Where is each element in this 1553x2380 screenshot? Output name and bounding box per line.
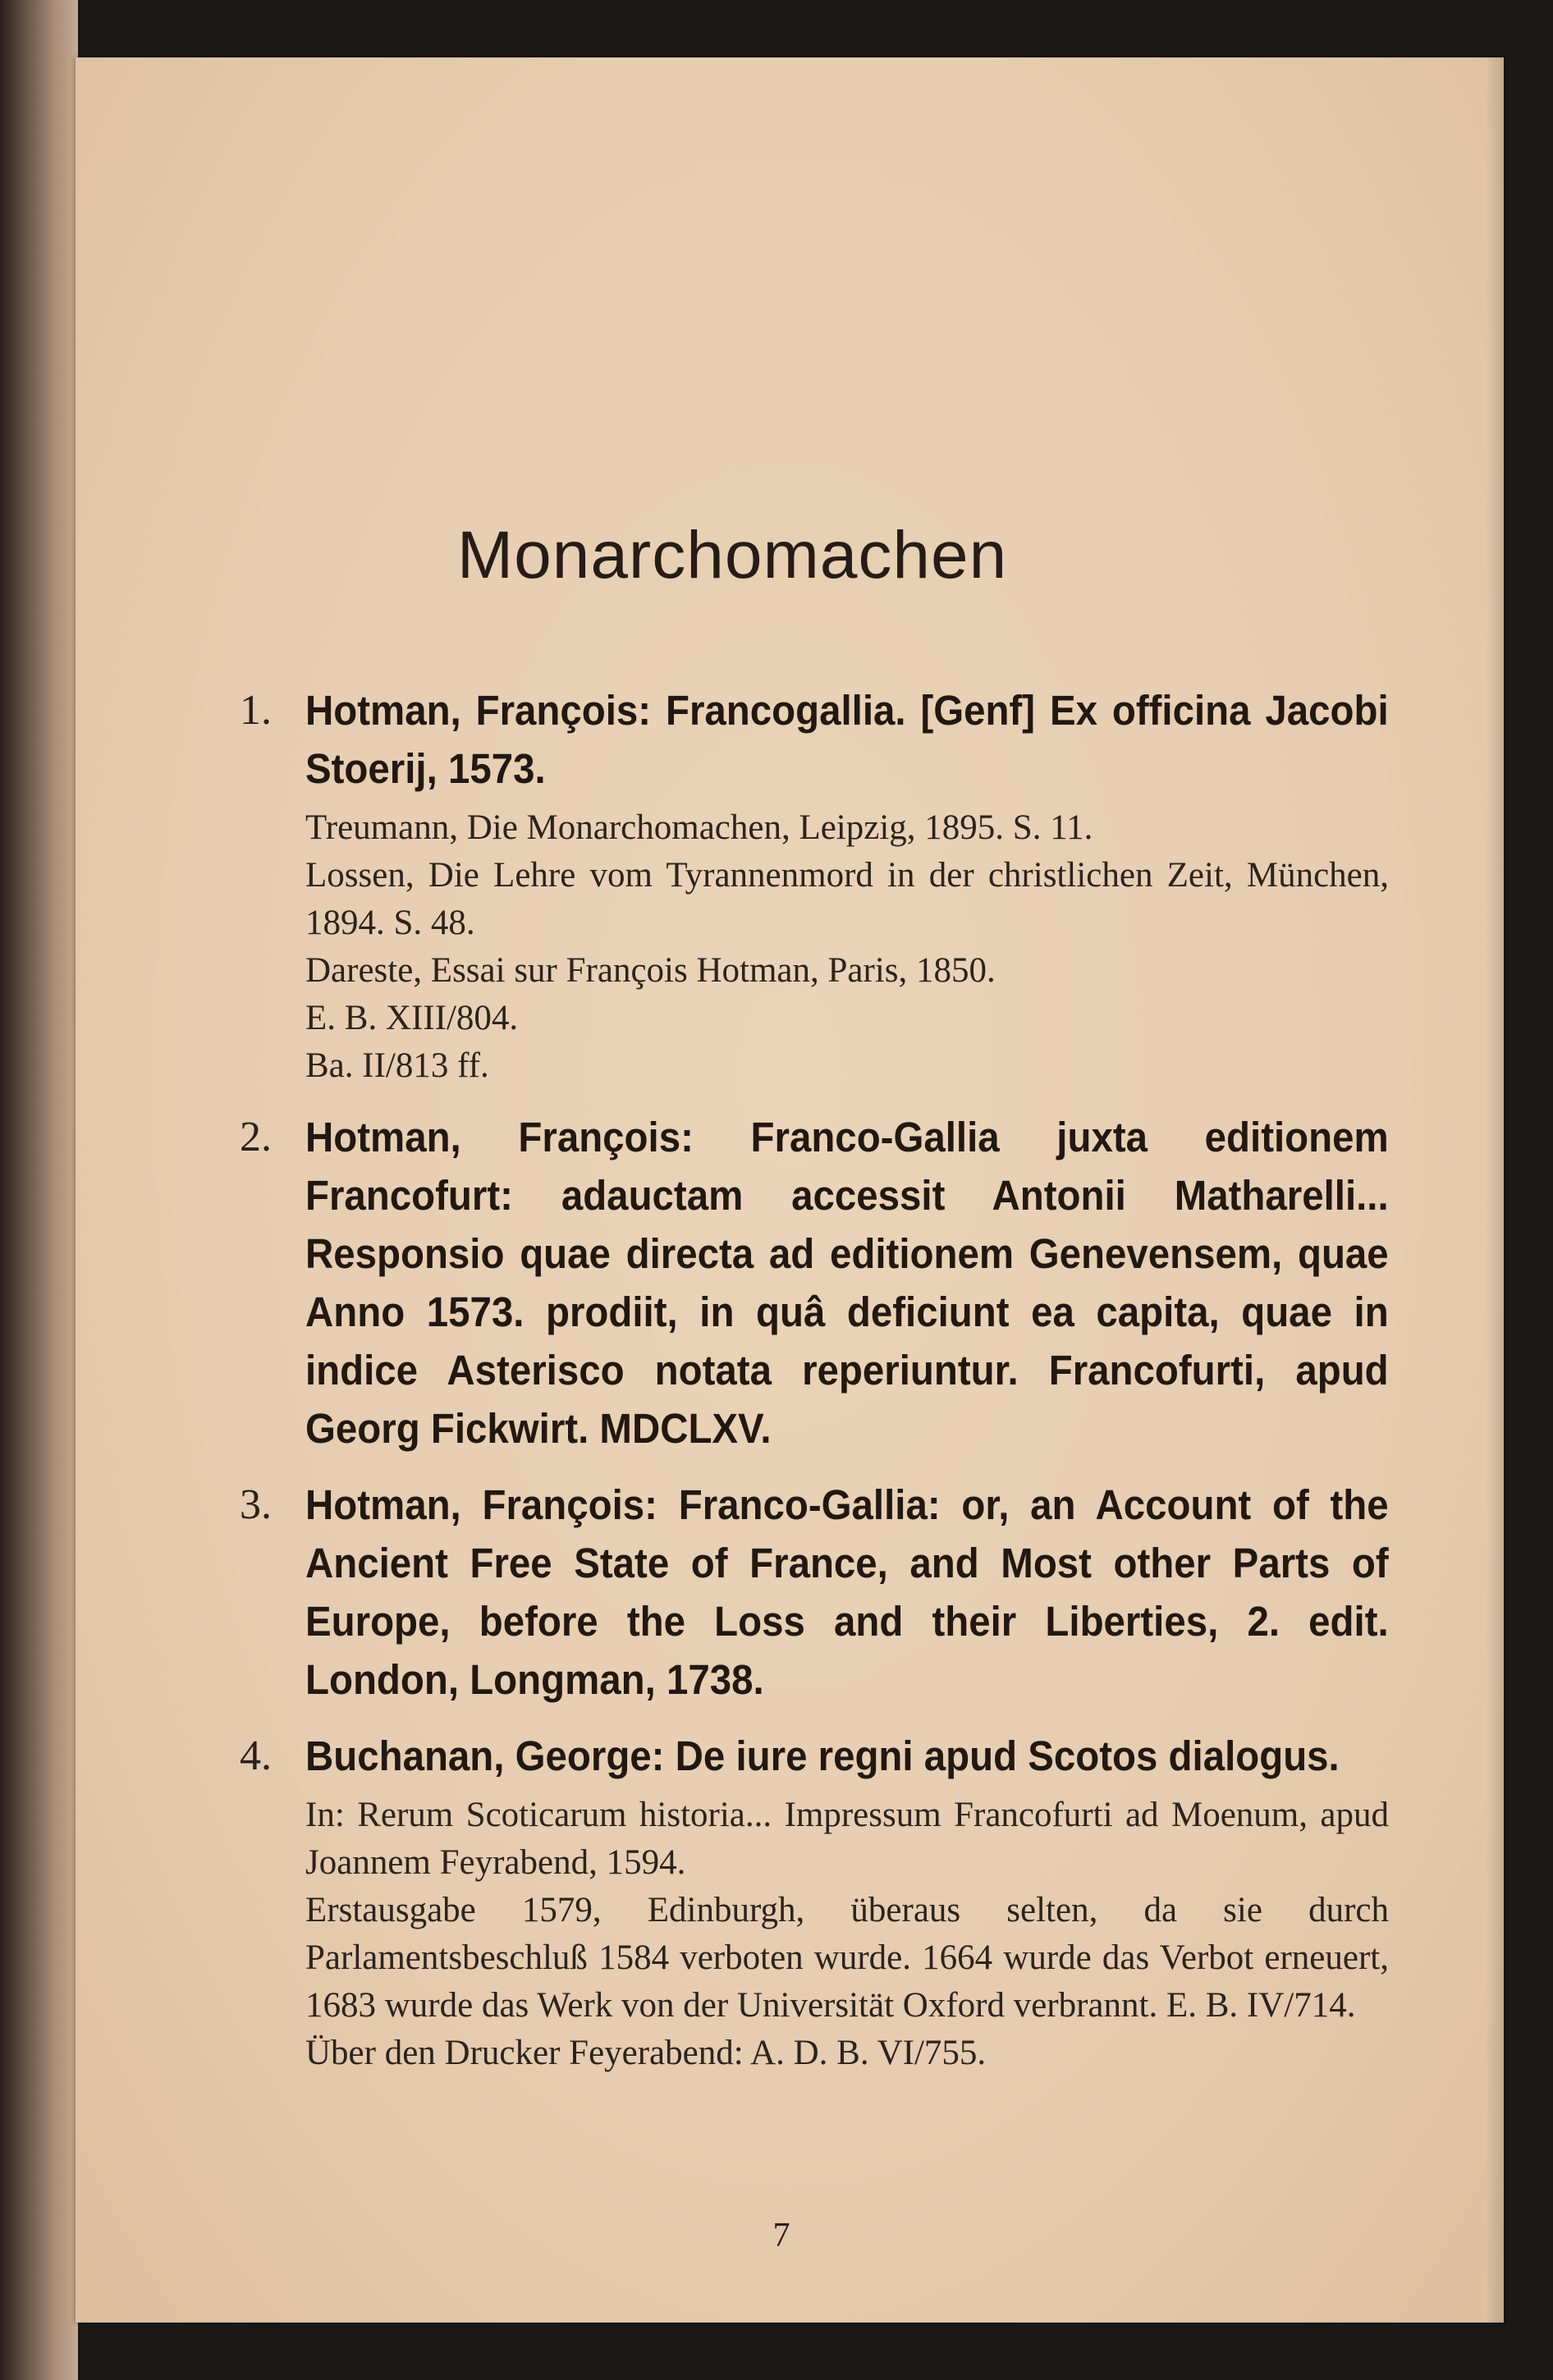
bibliography-list bbox=[231, 681, 1389, 2095]
entry-number: 1. bbox=[240, 687, 272, 734]
entry-heading: Hotman, François: Francogallia. [Genf] Ex officina Jacobi Stoerij, 1573. bbox=[305, 687, 1389, 792]
entry-number: 4. bbox=[240, 1732, 272, 1779]
bibliography-entry bbox=[231, 1476, 1389, 1709]
entry-note: E. B. XIII/804. bbox=[305, 999, 519, 1037]
entry-note: Über den Drucker Feyerabend: A. D. B. VI/755. bbox=[305, 2034, 987, 2072]
entry-notes bbox=[305, 1792, 1389, 2077]
entry-number: 2. bbox=[240, 1114, 272, 1160]
entry-note: In: Rerum Scoticarum historia... Impressum Francofurti ad Moenum, apud Joannem Feyrabend, 1594. bbox=[305, 1796, 1389, 1882]
book-page bbox=[76, 57, 1504, 2323]
entry-heading: Hotman, François: Franco-Gallia juxta editionem Francofurt: adauctam accessit Antonii Matharelli... Responsio quae directa ad editionem Genevensem, quae Anno 1573. prodiit, in quâ deficiunt ea capita, quae in indice Asterisco notata reperiuntur. Francofurti, apud Georg Fickwirt. MDCLXV. bbox=[305, 1114, 1389, 1452]
bibliography-entry bbox=[231, 681, 1389, 1090]
entry-note: Dareste, Essai sur François Hotman, Paris, 1850. bbox=[305, 951, 996, 990]
entry-note: Ba. II/813 ff. bbox=[305, 1046, 489, 1085]
entry-number: 3. bbox=[240, 1481, 272, 1528]
page-text bbox=[76, 57, 1504, 2323]
entry-note: Erstausgabe 1579, Edinburgh, überaus selten, da sie durch Parlamentsbeschluß 1584 verboten wurde. 1664 wurde das Verbot erneuert, 1683 wurde das Werk von der Universität Oxford verbrannt. E. B. IV/714. bbox=[305, 1891, 1389, 2025]
facing-page-edge bbox=[0, 0, 78, 2380]
bibliography-entry bbox=[231, 1727, 1389, 2077]
entry-note: Lossen, Die Lehre vom Tyrannenmord in der christlichen Zeit, München, 1894. S. 48. bbox=[305, 856, 1389, 942]
page-number: 7 bbox=[772, 2217, 790, 2254]
bibliography-entry bbox=[231, 1108, 1389, 1458]
entry-note: Treumann, Die Monarchomachen, Leipzig, 1895. S. 11. bbox=[305, 808, 1093, 847]
entry-notes bbox=[305, 804, 1389, 1090]
page-title: Monarchomachen bbox=[456, 518, 1008, 593]
entry-heading: Buchanan, George: De iure regni apud Scotos dialogus. bbox=[305, 1732, 1340, 1779]
entry-heading: Hotman, François: Franco-Gallia: or, an Account of the Ancient Free State of France, and Most other Parts of Europe, before the Loss and their Liberties, 2. edit. London, Longman, 1738. bbox=[305, 1481, 1389, 1703]
